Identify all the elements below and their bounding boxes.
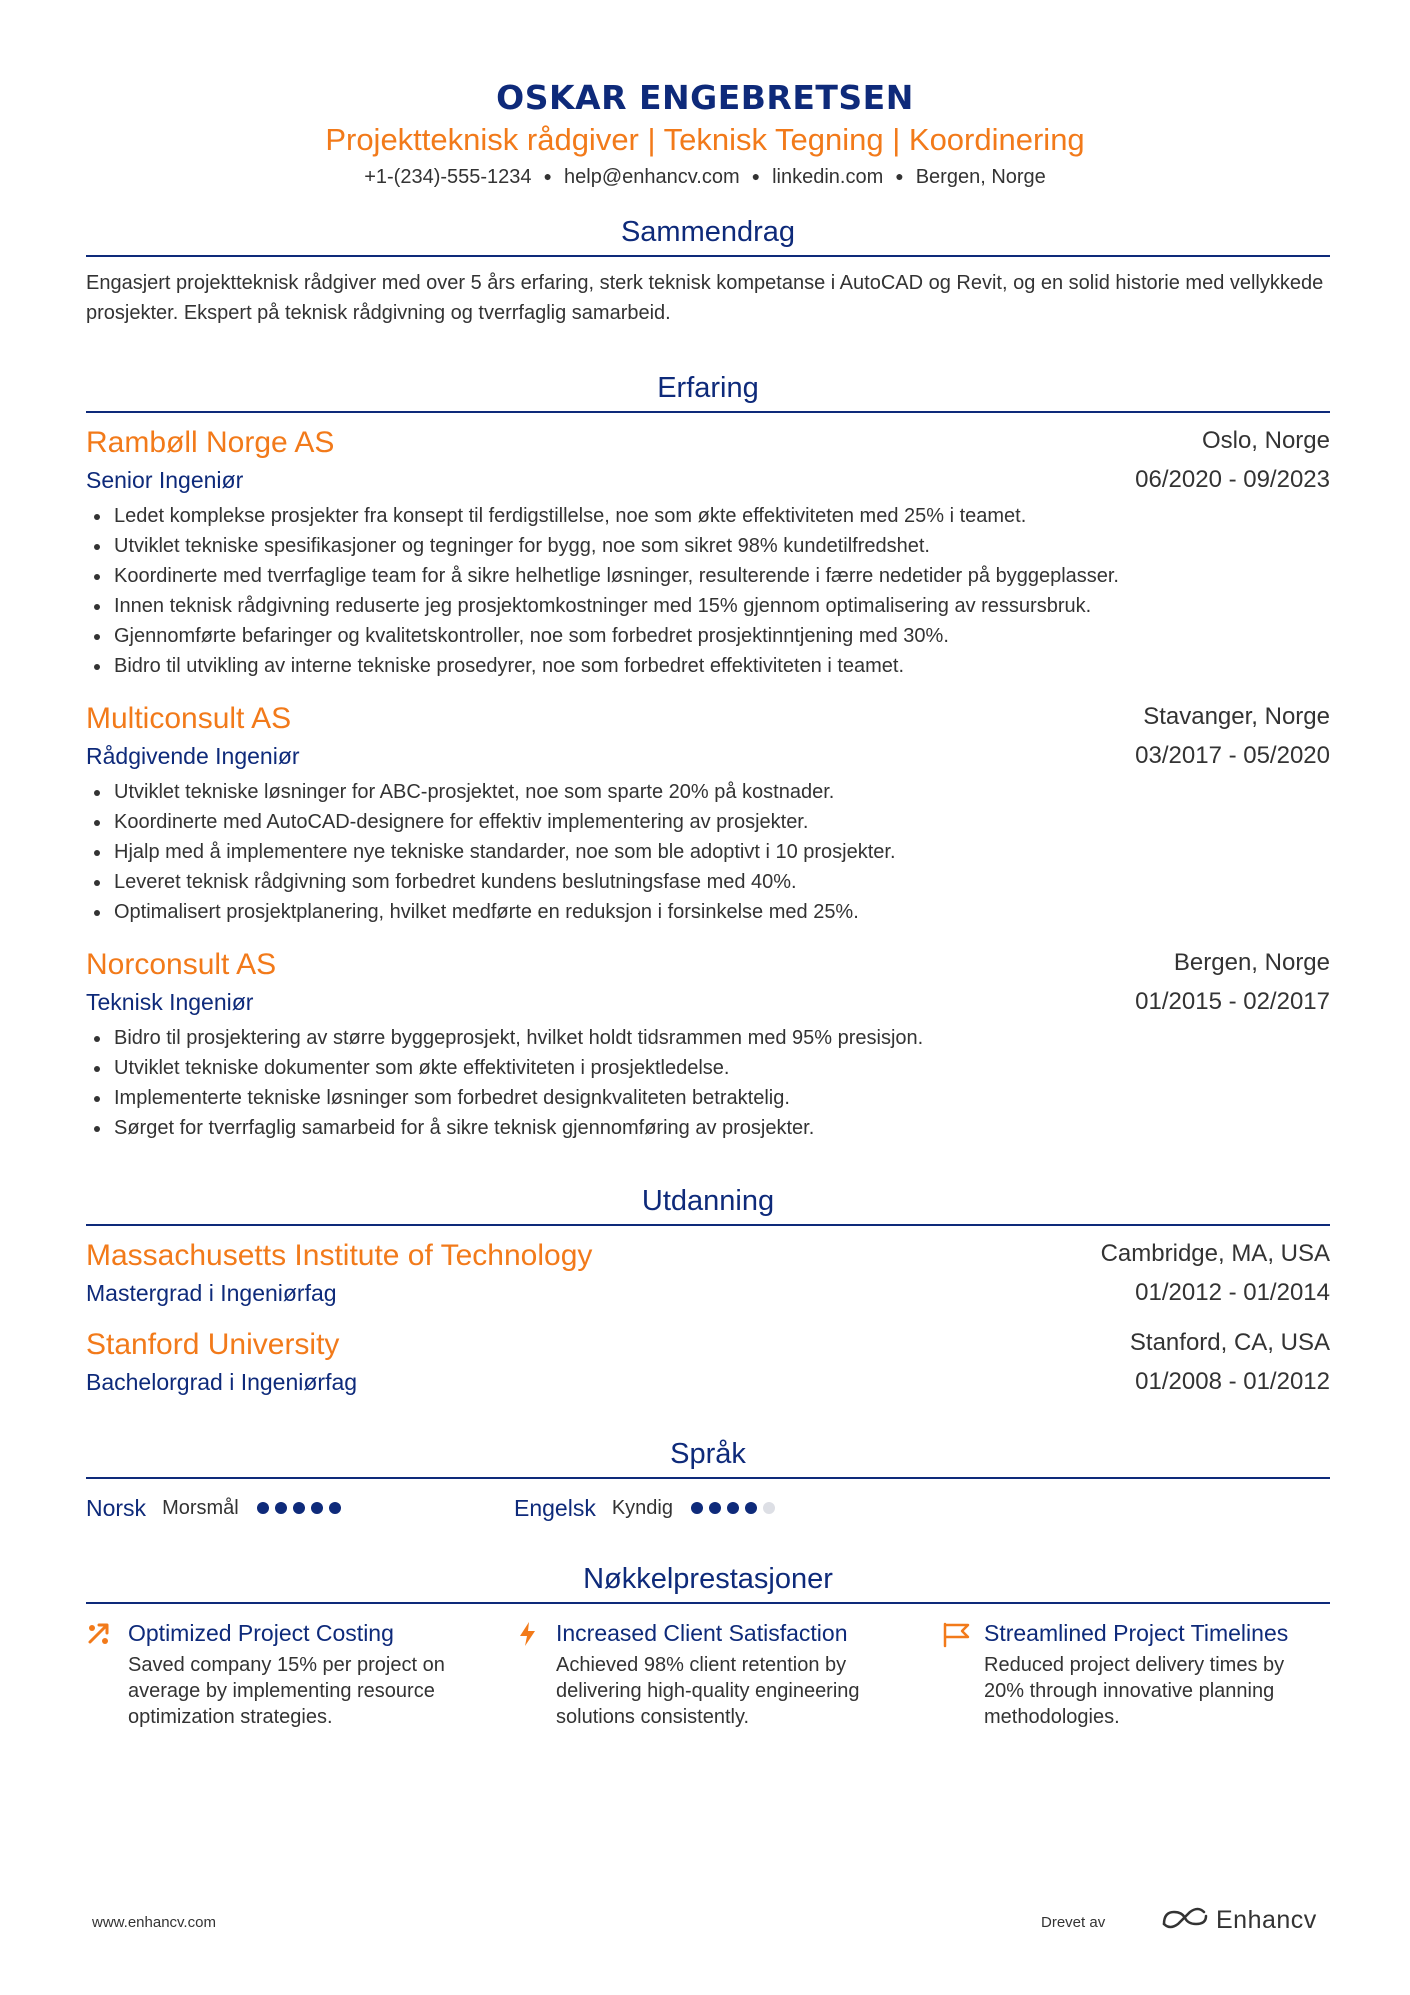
bullet-item: Hjalp med å implementere nye tekniske standarder, noe som ble adoptivt i 10 prosjekter. [86,837,1330,867]
language-item [514,1490,781,1526]
job-title: Teknisk Ingeniør [86,989,254,1015]
bullet-item: Koordinerte med tverrfaglige team for å sikre helhetlige løsninger, resulterende i færre nedetider på byggeplasser. [86,561,1330,591]
section-title-education: Utdanning [641,1185,775,1217]
bullet-item: Ledet komplekse prosjekter fra konsept til ferdigstillelse, noe som økte effektiviteten med 25% i teamet. [86,501,1330,531]
enhancv-brand: Enhancv [1216,1906,1317,1934]
rating-dot-filled [311,1502,323,1514]
job-location: Stavanger, Norge [1143,703,1330,730]
school-name: Stanford University [86,1328,340,1361]
education-entry [86,1236,1330,1312]
rating-dot-filled [329,1502,341,1514]
job-bullets [86,501,1330,681]
language-name: Norsk [86,1494,147,1521]
achievement-title: Optimized Project Costing [128,1620,394,1646]
separator-dot: ● [751,168,761,184]
job-bullets [86,777,1330,927]
job-title: Senior Ingeniør [86,467,244,493]
enhancv-logo-icon [1160,1904,1210,1937]
enhancv-logo[interactable] [1160,1904,1317,1937]
separator-dot: ● [895,168,904,184]
degree: Mastergrad i Ingeniørfag [86,1280,337,1306]
bullet-item: Koordinerte med AutoCAD-designere for effektiv implementering av prosjekter. [86,807,1330,837]
language-rating [691,1502,781,1514]
job-bullets [86,1023,1330,1143]
company-name: Rambøll Norge AS [86,426,335,459]
bullet-item: Leveret teknisk rådgivning som forbedret kundens beslutningsfase med 40%. [86,867,1330,897]
summary-text: Engasjert projektteknisk rådgiver med over 5 års erfaring, sterk teknisk kompetanse i AutoCAD og Revit, og en solid historie med vellykkede prosjekter. Ekspert på teknisk rådgivning og tverrfaglig samarbeid. [86,272,1324,324]
language-item [86,1490,347,1526]
education-dates: 01/2008 - 01/2012 [1135,1368,1330,1395]
language-level: Kyndig [611,1496,673,1519]
percent-arrow-icon [86,1620,114,1648]
separator-dot: ● [543,168,553,184]
rating-dot-filled [709,1502,721,1514]
rating-dot-filled [727,1502,739,1514]
bullet-item: Optimalisert prosjektplanering, hvilket medførte en reduksjon i forsinkelse med 25%. [86,897,1330,927]
language-level: Morsmål [162,1496,239,1519]
achievement-title: Streamlined Project Timelines [984,1620,1289,1646]
bullet-item: Gjennomførte befaringer og kvalitetskontroller, noe som forbedret prosjektinntjening med 30%. [86,621,1330,651]
footer-website[interactable]: www.enhancv.com [92,1914,216,1931]
flag-icon [942,1620,970,1648]
achievement-desc: Achieved 98% client retention by delivering high-quality engineering solutions consistently. [556,1654,860,1728]
section-divider [86,411,1330,413]
rating-dot-filled [293,1502,305,1514]
rating-dot-filled [691,1502,703,1514]
linkedin[interactable]: linkedin.com [772,166,884,188]
email[interactable]: help@enhancv.com [564,166,740,188]
achievement-item [86,1616,466,1730]
job-location: Bergen, Norge [1173,949,1330,976]
bullet-item: Bidro til utvikling av interne tekniske prosedyrer, noe som forbedret effektiviteten i teamet. [86,651,1330,681]
school-location: Cambridge, MA, USA [1100,1240,1330,1267]
education-dates: 01/2012 - 01/2014 [1135,1279,1330,1306]
job-location: Oslo, Norge [1201,427,1330,454]
bullet-item: Utviklet tekniske løsninger for ABC-prosjektet, noe som sparte 20% på kostnader. [86,777,1330,807]
school-location: Stanford, CA, USA [1129,1329,1330,1356]
candidate-headline: Projektteknisk rådgiver | Teknisk Tegning | Koordinering [325,122,1085,157]
section-title-languages: Språk [670,1438,746,1470]
language-name: Engelsk [514,1494,596,1521]
rating-dot-filled [275,1502,287,1514]
experience-entry [86,945,1330,1143]
bullet-item: Innen teknisk rådgivning reduserte jeg prosjektomkostninger med 15% gjennom optimalisering av ressursbruk. [86,591,1330,621]
bullet-item: Utviklet tekniske spesifikasjoner og tegninger for bygg, noe som sikret 98% kundetilfredshet. [86,531,1330,561]
job-dates: 03/2017 - 05/2020 [1135,742,1330,769]
job-dates: 06/2020 - 09/2023 [1135,466,1330,493]
section-title-experience: Erfaring [657,372,759,404]
achievement-item [514,1616,894,1730]
language-rating [257,1502,347,1514]
section-divider [86,1477,1330,1479]
lightning-icon [514,1620,542,1648]
bullet-item: Bidro til prosjektering av større byggeprosjekt, hvilket holdt tidsrammen med 95% presisjon. [86,1023,1330,1053]
bullet-item: Sørget for tverrfaglig samarbeid for å sikre teknisk gjennomføring av prosjekter. [86,1113,1330,1143]
degree: Bachelorgrad i Ingeniørfag [86,1369,358,1395]
section-divider [86,1602,1330,1604]
bullet-item: Utviklet tekniske dokumenter som økte effektiviteten i prosjektledelse. [86,1053,1330,1083]
section-title-achievements: Nøkkelprestasjoner [583,1563,833,1595]
rating-dot-empty [763,1502,775,1514]
bullet-item: Implementerte tekniske løsninger som forbedret designkvaliteten betraktelig. [86,1083,1330,1113]
rating-dot-filled [257,1502,269,1514]
company-name: Norconsult AS [86,948,277,981]
section-divider [86,1224,1330,1226]
company-name: Multiconsult AS [86,702,292,735]
candidate-name: OSKAR ENGEBRETSEN [496,78,914,117]
footer-powered-by: Drevet av [1041,1914,1106,1931]
location: Bergen, Norge [915,166,1046,188]
experience-entry [86,423,1330,681]
resume-header [0,76,1410,192]
section-title-summary: Sammendrag [620,216,796,248]
job-dates: 01/2015 - 02/2017 [1135,988,1330,1015]
job-title: Rådgivende Ingeniør [86,743,300,769]
phone: +1-(234)-555-1234 [364,166,532,188]
education-entry [86,1325,1330,1401]
school-name: Massachusetts Institute of Technology [86,1239,593,1272]
rating-dot-filled [745,1502,757,1514]
achievement-item [942,1616,1322,1730]
achievement-title: Increased Client Satisfaction [556,1620,848,1646]
section-divider [86,255,1330,257]
achievement-desc: Reduced project delivery times by 20% through innovative planning methodologies. [984,1654,1285,1728]
achievement-desc: Saved company 15% per project on average by implementing resource optimization strategies. [128,1654,445,1728]
contact-line [0,161,1410,192]
experience-entry [86,699,1330,927]
